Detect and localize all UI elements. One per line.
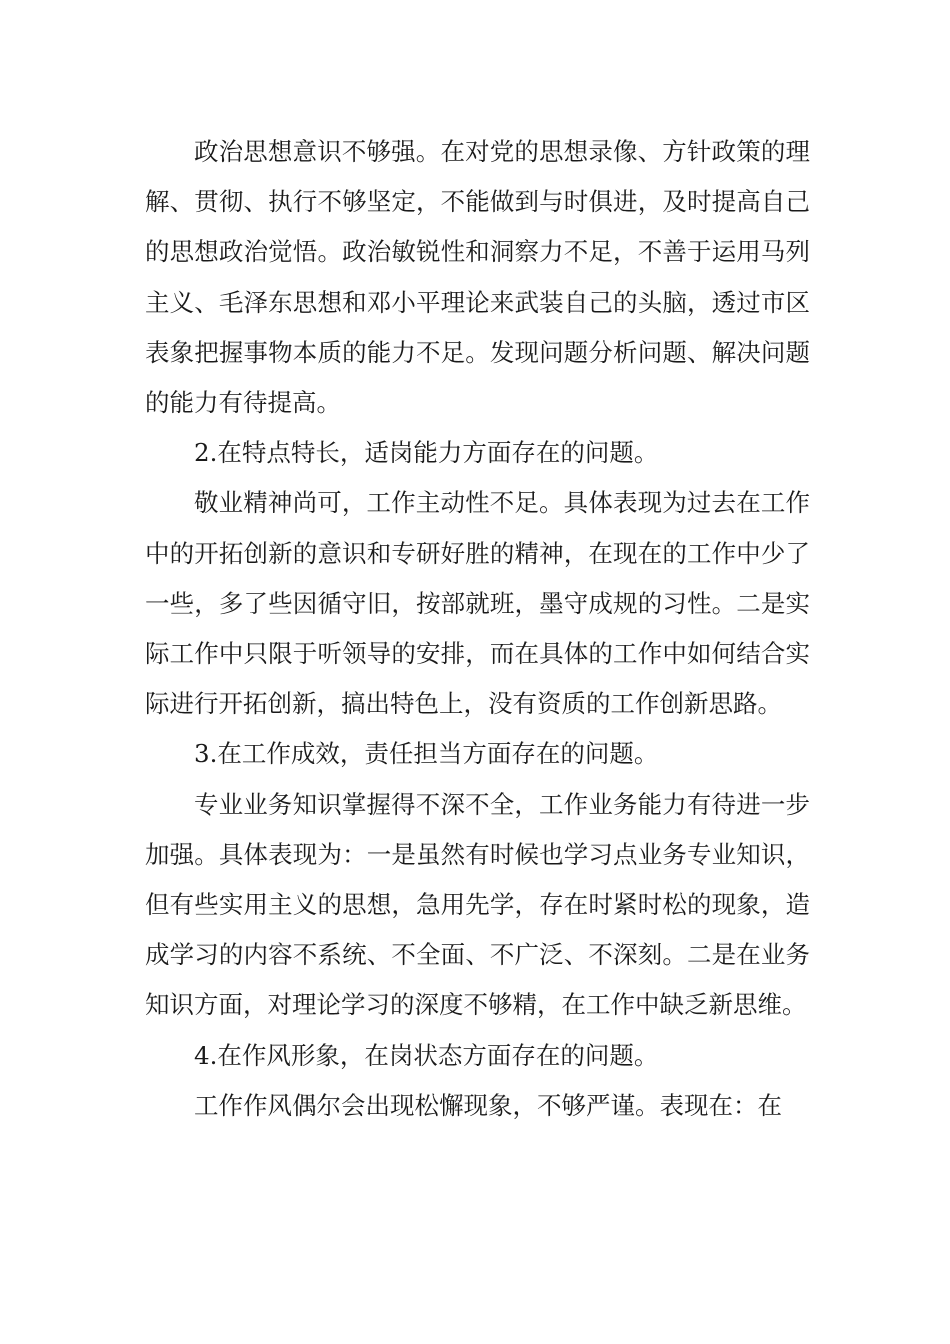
heading-item-4-style: 4.在作风形象，在岗状态方面存在的问题。 [194, 1040, 659, 1070]
paragraph-professional-knowledge: 专业业务知识掌握得不深不全，工作业务能力有待进一步加强。具体表现为：一是虽然有时候也学习点业务专业知识，但有些实用主义的思想，急用先学，存在时紧时松的现象，造成学习的内容不系统、不全面、不广泛、不深刻。二是在业务知识方面，对理论学习的深度不够精，在工作中缺乏新思维。 [145, 789, 810, 1020]
paragraph-work-style: 工作作风偶尔会出现松懈现象，不够严谨。表现在：在 [194, 1090, 782, 1120]
document-body [145, 127, 810, 1131]
paragraph-work-initiative: 敬业精神尚可，工作主动性不足。具体表现为过去在工作中的开拓创新的意识和专研好胜的精神，在现在的工作中少了一些，多了些因循守旧，按部就班，墨守成规的习性。二是实际工作中只限于听领导的安排，而在具体的工作中如何结合实际进行开拓创新，搞出特色上，没有资质的工作创新思路。 [145, 488, 810, 719]
paragraph-political-awareness: 政治思想意识不够强。在对党的思想录像、方针政策的理解、贯彻、执行不够坚定，不能做到与时俱进，及时提高自己的思想政治觉悟。政治敏锐性和洞察力不足，不善于运用马列主义、毛泽东思想和邓小平理论来武装自己的头脑，透过市区表象把握事物本质的能力不足。发现问题分析问题、解决问题的能力有待提高。 [145, 137, 810, 418]
heading-item-2-skills: 2.在特点特长，适岗能力方面存在的问题。 [194, 438, 659, 468]
heading-item-3-results: 3.在工作成效，责任担当方面存在的问题。 [194, 739, 659, 769]
